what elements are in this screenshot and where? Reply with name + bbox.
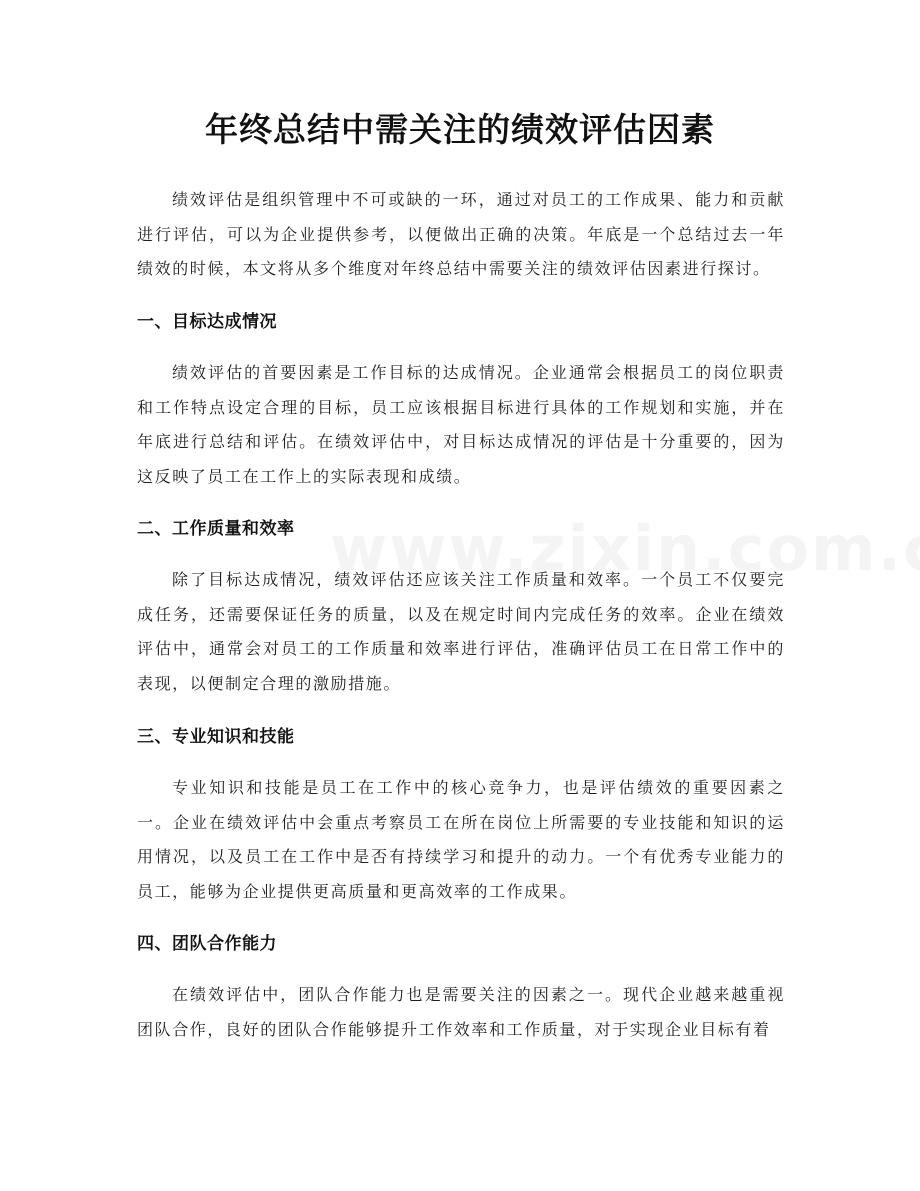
document-title: 年终总结中需关注的绩效评估因素 <box>205 110 715 149</box>
intro-paragraph: 绩效评估是组织管理中不可或缺的一环，通过对员工的工作成果、能力和贡献进行评估，可以为企业提供参考，以便做出正确的决策。年底是一个总结过去一年绩效的时候，本文将从多个维度对年终总结中需要关注的绩效评估因素进行探讨。 <box>137 190 785 278</box>
section-heading-teamwork: 四、团队合作能力 <box>137 934 277 954</box>
section-body-skills: 专业知识和技能是员工在工作中的核心竞争力，也是评估绩效的重要因素之一。企业在绩效评估中会重点考察员工在所在岗位上所需要的专业技能和知识的运用情况，以及员工在工作中是否有持续学习和提升的动力。一个有优秀专业能力的员工，能够为企业提供更高质量和更高效率的工作成果。 <box>137 778 785 901</box>
section-body-quality: 除了目标达成情况，绩效评估还应该关注工作质量和效率。一个员工不仅要完成任务，还需要保证任务的质量，以及在规定时间内完成任务的效率。企业在绩效评估中，通常会对员工的工作质量和效率进行评估，准确评估员工在日常工作中的表现，以便制定合理的激励措施。 <box>137 570 785 693</box>
section-body-goals: 绩效评估的首要因素是工作目标的达成情况。企业通常会根据员工的岗位职责和工作特点设定合理的目标，员工应该根据目标进行具体的工作规划和实施，并在年底进行总结和评估。在绩效评估中，对目标达成情况的评估是十分重要的，因为这反映了员工在工作上的实际表现和成绩。 <box>137 363 785 486</box>
section-heading-quality: 二、工作质量和效率 <box>137 519 295 539</box>
section-body-teamwork: 在绩效评估中，团队合作能力也是需要关注的因素之一。现代企业越来越重视团队合作，良好的团队合作能够提升工作效率和工作质量，对于实现企业目标有着 <box>137 985 785 1039</box>
section-heading-skills: 三、专业知识和技能 <box>137 727 295 747</box>
section-heading-goals: 一、目标达成情况 <box>137 312 277 332</box>
